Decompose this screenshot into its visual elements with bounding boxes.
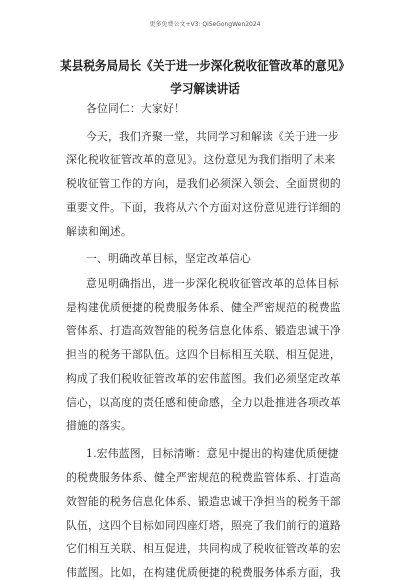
paragraph-line: 队伍，这四个目标如同四座灯塔，照亮了我们前行的道路 bbox=[66, 519, 341, 532]
paragraph-line: 措施的落实。 bbox=[66, 419, 132, 432]
section-heading: 一、明确改革目标，坚定改革信心 bbox=[86, 252, 251, 265]
page-header-note: 更多免费公文+V3: QiSeGongWen2024 bbox=[149, 21, 261, 28]
paragraph-line: 深化税收征管改革的意见》。这份意见为我们指明了未来 bbox=[66, 153, 336, 166]
paragraph-line: 重要文件。下面，我将从六个方面对这份意见进行详细的 bbox=[66, 201, 341, 214]
subsection-line: 1.宏伟蓝图，目标清晰：意见中提出的构建优质便捷 bbox=[86, 447, 339, 460]
paragraph-line: 的税费服务体系、健全严密规范的税费监管体系、打造高 bbox=[66, 471, 341, 484]
paragraph-line: 解读和阐述。 bbox=[66, 225, 132, 238]
document-title-line-1: 某县税务局局长《关于进一步深化税收征管改革的意见》 bbox=[60, 58, 350, 73]
paragraph-line: 今天，我们齐聚一堂，共同学习和解读《关于进一步 bbox=[86, 130, 339, 143]
paragraph-line: 担当的税务干部队伍。这四个目标相互关联、相互促进， bbox=[66, 348, 341, 361]
paragraph-line: 税收征管工作的方向，是我们必须深入领会、全面贯彻的 bbox=[66, 177, 341, 190]
paragraph-line: 伟蓝图。比如，在构建优质便捷的税费服务体系方面，我 bbox=[66, 566, 341, 579]
paragraph-line: 效智能的税务信息化体系、锻造忠诚干净担当的税务干部 bbox=[66, 495, 341, 508]
paragraph-line: 构成了我们税收征管改革的宏伟蓝图。我们必须坚定改革 bbox=[66, 372, 341, 385]
paragraph-line: 信心，以高度的责任感和使命感，全力以赴推进各项改革 bbox=[66, 396, 341, 409]
salutation: 各位同仁：大家好！ bbox=[86, 102, 185, 115]
document-title-line-2: 学习解读讲话 bbox=[170, 81, 240, 96]
paragraph-line: 管体系、打造高效智能的税务信息化体系、锻造忠诚干净 bbox=[66, 324, 341, 337]
paragraph-line: 意见明确指出，进一步深化税收征管改革的总体目标 bbox=[86, 277, 339, 290]
paragraph-line: 它们相互关联、相互促进，共同构成了税收征管改革的宏 bbox=[66, 542, 341, 555]
paragraph-line: 是构建优质便捷的税费服务体系、健全严密规范的税费监 bbox=[66, 301, 341, 314]
